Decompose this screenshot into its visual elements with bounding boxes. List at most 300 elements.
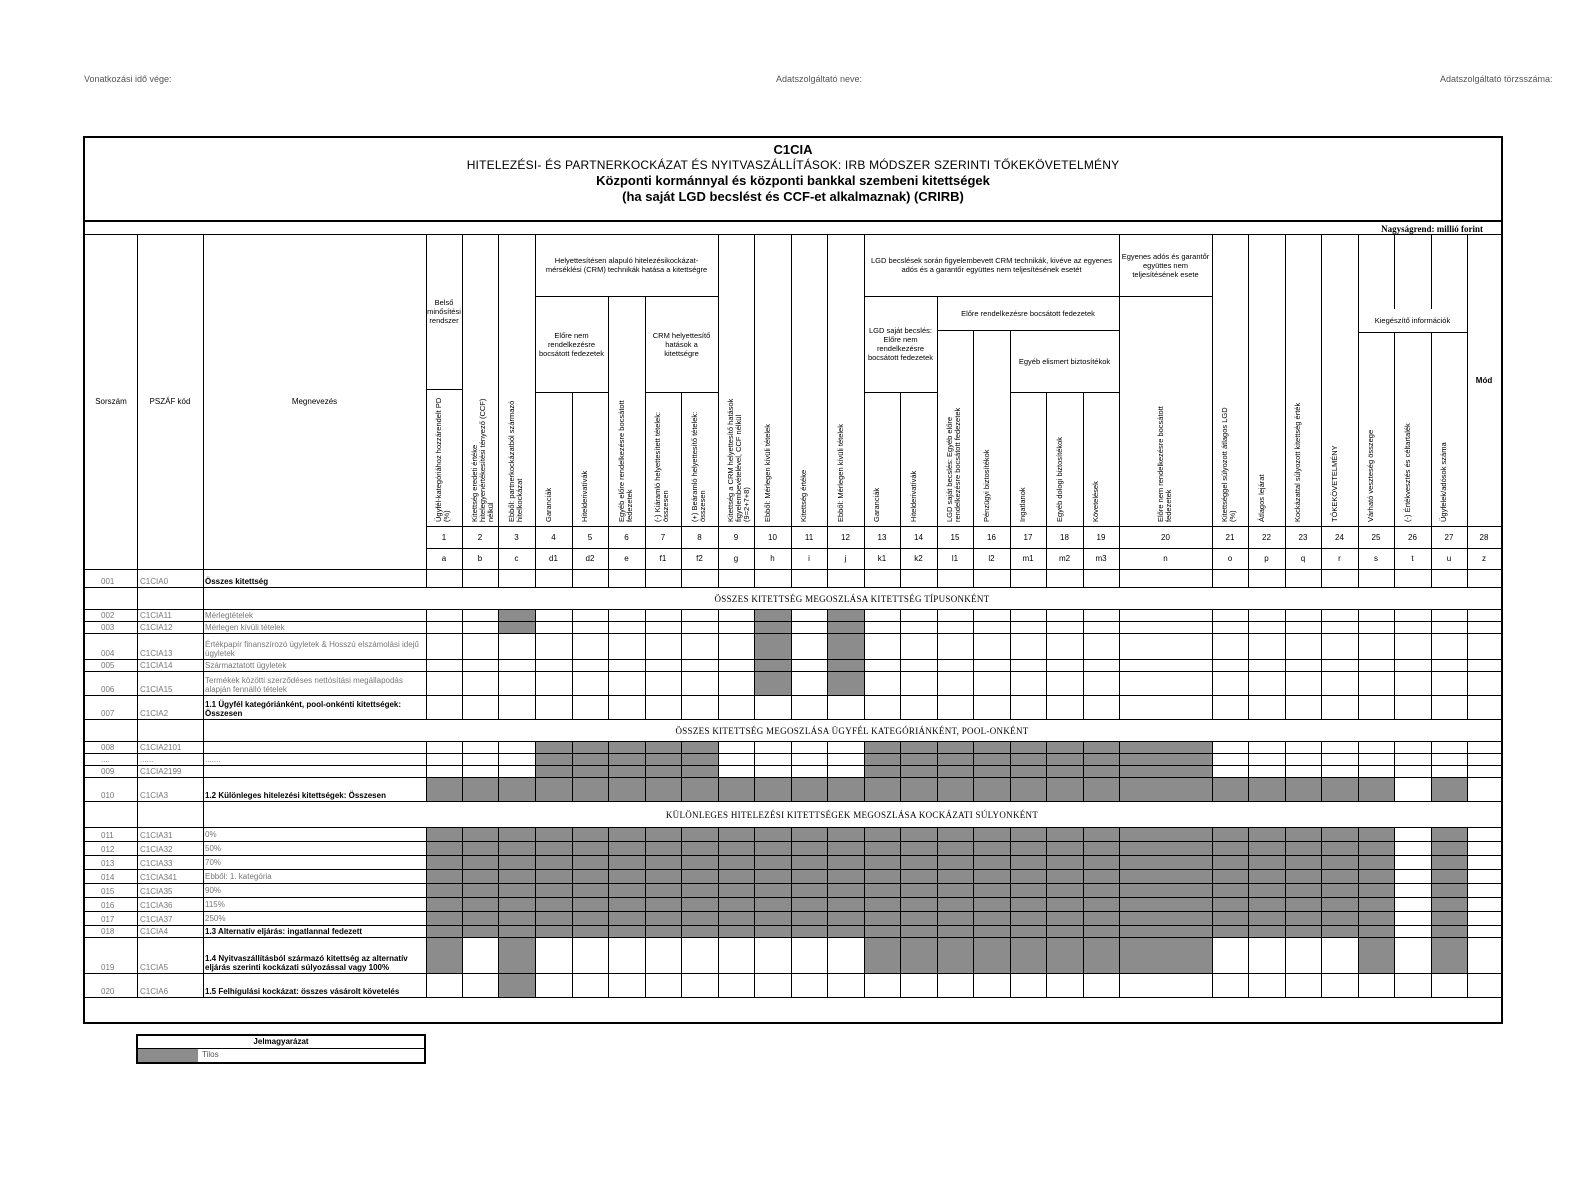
grid-line [608,741,609,753]
grid-line [754,609,755,621]
grid-line [791,911,792,925]
grid-line [498,765,499,777]
forbidden-cell [1213,870,1248,883]
grid-line [1212,609,1213,621]
grid-line [1212,234,1213,569]
grid-line [937,855,938,869]
forbidden-cell [1047,742,1083,753]
grid-line [718,569,719,587]
grid-line [1431,841,1432,855]
grid-line [1083,609,1084,621]
forbidden-cell [1286,898,1321,911]
forbidden-cell [609,754,645,765]
grid-line [864,741,865,753]
grid-line [645,897,646,911]
forbidden-cell [609,742,645,753]
grid-line [426,869,427,883]
forbidden-cell [1084,884,1119,897]
column-number: 7 [660,532,666,542]
forbidden-cell [719,870,754,883]
grid-line [864,621,865,633]
grid-line [754,827,755,841]
grid-line [681,741,682,753]
forbidden-cell [792,898,827,911]
grid-line [608,897,609,911]
forbidden-cell [1286,912,1321,925]
forbidden-cell [1084,870,1119,883]
grid-line [572,569,573,587]
grid-line [1046,633,1047,659]
row-number: 010 [101,791,115,800]
forbidden-cell [938,912,973,925]
grid-line [900,855,901,869]
forbidden-cell [427,828,462,841]
grid-line [1212,753,1213,765]
forbidden-cell [1011,926,1046,937]
forbidden-cell [536,912,572,925]
grid-line [1083,633,1084,659]
grid-line [827,869,828,883]
forbidden-cell [865,938,900,973]
grid-line [203,671,204,695]
grid-line [791,883,792,897]
grid-line [1467,777,1468,801]
forbidden-cell [682,778,718,801]
row-number: 007 [101,709,115,718]
forbidden-cell [1322,926,1358,937]
grid-line [1212,621,1213,633]
forbidden-cell [1047,766,1083,777]
forbidden-cell [1047,884,1083,897]
column-letter: k1 [877,554,887,563]
forbidden-cell [1359,926,1394,937]
grid-line [426,973,427,997]
grid-line [900,911,901,925]
forbidden-cell [1322,870,1358,883]
grid-line [1285,827,1286,841]
row-name: 1.1 Ügyfél kategóriánként, pool-onkénti kitettségek: Összesen [205,700,402,718]
grid-line [754,911,755,925]
column-letter: l2 [988,554,995,563]
grid-line [608,753,609,765]
grid-line [1358,925,1359,937]
grid-line [1248,234,1249,569]
grid-line [1010,609,1011,621]
grid-line [1010,569,1011,587]
grid-line [572,827,573,841]
grid-line [137,827,138,841]
grid-line [681,925,682,937]
forbidden-cell [938,898,973,911]
grid-line [973,609,974,621]
forbidden-cell [828,634,864,659]
grid-line [1248,897,1249,911]
row-number: 009 [101,767,115,776]
grid-line [1046,827,1047,841]
grid-line [426,609,427,621]
grid-line [1358,695,1359,719]
grid-line [535,621,536,633]
grid-line [1394,609,1395,621]
grid-line [1248,621,1249,633]
grid-line [864,671,865,695]
forbidden-cell [1084,766,1119,777]
forbidden-cell [755,912,791,925]
forbidden-cell [828,622,864,633]
forbidden-cell [1213,828,1248,841]
forbidden-cell [1011,766,1046,777]
forbidden-cell [1213,926,1248,937]
grid-line [1431,621,1432,633]
grid-line [426,841,427,855]
grid-line [1010,937,1011,973]
legend-box [136,1034,426,1064]
row-number: 017 [101,915,115,924]
grid-line [718,695,719,719]
forbidden-cell [536,884,572,897]
forbidden-cell [1011,870,1046,883]
forbidden-cell [901,828,937,841]
grid-line [1358,897,1359,911]
row-number: 003 [101,623,115,632]
forbidden-cell [865,870,900,883]
grid-line [1046,569,1047,587]
grid-line [1394,234,1395,569]
grid-line [900,609,901,621]
grid-line [1119,925,1120,937]
forbidden-cell [646,754,681,765]
grid-line [937,911,938,925]
forbidden-cell [1120,926,1212,937]
forbidden-cell [901,938,937,973]
row-number: 004 [101,649,115,658]
grid-line [1083,569,1084,587]
forbidden-cell [974,938,1010,973]
grid-line [608,883,609,897]
forbidden-cell [828,842,864,855]
grid-line [1394,925,1395,937]
grid-line [827,609,828,621]
forbidden-cell [974,828,1010,841]
grid-line [462,695,463,719]
grid-line [1467,765,1468,777]
grid-line [973,897,974,911]
grid-line [137,897,138,911]
grid-line [137,719,138,741]
forbidden-cell [1213,912,1248,925]
grid-line [864,753,865,765]
column-number: 12 [841,532,850,542]
forbidden-cell [755,842,791,855]
grid-line [1248,777,1249,801]
grid-line [1212,633,1213,659]
column-header-label: Kitettség értéke [799,469,808,522]
grid-line [1083,937,1084,973]
forbidden-cell [974,742,1010,753]
grid-line [1431,855,1432,869]
row-number: 015 [101,887,115,896]
grid-line [1248,883,1249,897]
grid-line [498,869,499,883]
grid-line [1394,633,1395,659]
grid-line [718,911,719,925]
grid-line [937,883,938,897]
group-elore-rend: Előre rendelkezésre bocsátott fedezetek [961,308,1095,318]
column-number: 21 [1225,532,1235,542]
column-number: 11 [804,532,814,542]
grid-line [1248,973,1249,997]
grid-line [754,741,755,753]
row-code: C1CIA13 [140,649,173,658]
sorszam-header: Sorszám [95,397,127,406]
grid-line [1119,973,1120,997]
grid-line [462,609,463,621]
grid-line [645,741,646,753]
forbidden-cell [865,828,900,841]
grid-line [900,633,901,659]
forbidden-cell [865,842,900,855]
grid-line [1010,633,1011,659]
grid-line [1321,855,1322,869]
grid-line [572,869,573,883]
grid-line [864,777,865,801]
grid-line [1046,883,1047,897]
grid-line [1394,777,1395,801]
grid-line [462,569,463,587]
grid-line [462,973,463,997]
grid-line [1431,897,1432,911]
grid-line [1431,695,1432,719]
column-number: 2 [477,532,483,542]
grid-line [1285,841,1286,855]
grid-line [973,659,974,671]
grid-line [900,827,901,841]
form-title-line2: Központi kormánnyal és központi bankkal szembeni kitettségek [596,173,990,188]
grid-line [203,777,204,801]
forbidden-cell [974,926,1010,937]
grid-line [1285,925,1286,937]
grid-line [137,973,138,997]
grid-line [754,765,755,777]
forbidden-cell [1120,742,1212,753]
grid-line [608,609,609,621]
grid-line [900,569,901,587]
grid-line [1119,621,1120,633]
grid-line [973,633,974,659]
grid-line [426,827,427,841]
grid-line [1083,827,1084,841]
grid-line [426,777,427,801]
grid-line [498,937,499,973]
grid-line [426,897,427,911]
grid-line [1358,753,1359,765]
forbidden-cell [828,856,864,869]
grid-line [645,633,646,659]
grid-line [973,765,974,777]
grid-line [754,777,755,801]
grid-line [900,883,901,897]
forbidden-cell [755,660,791,671]
grid-line [498,633,499,659]
forbidden-cell [719,884,754,897]
row-code: C1CIA0 [140,577,169,586]
grid-line [1394,621,1395,633]
forbidden-cell [1322,884,1358,897]
grid-line [85,719,1501,720]
column-letter: k2 [914,554,923,563]
row-code: C1CIA12 [140,623,173,632]
forbidden-cell [1047,898,1083,911]
grid-line [1046,897,1047,911]
grid-line [937,827,938,841]
forbidden-cell [1213,842,1248,855]
forbidden-cell [499,912,535,925]
grid-line [203,587,204,609]
grid-line [864,569,865,587]
grid-line [426,925,427,937]
forbidden-cell [755,778,791,801]
forbidden-cell [719,898,754,911]
forbidden-cell [938,938,973,973]
grid-line [864,633,865,659]
forbidden-cell [682,870,718,883]
grid-line [137,569,138,587]
forbidden-cell [682,884,718,897]
forbidden-cell [755,884,791,897]
grid-line [1010,855,1011,869]
row-code: C1CIA6 [140,987,169,996]
grid-line [827,695,828,719]
forbidden-cell [901,842,937,855]
forbidden-cell [536,898,572,911]
forbidden-cell [1011,912,1046,925]
forbidden-cell [609,898,645,911]
forbidden-cell [609,926,645,937]
forbidden-cell [1432,842,1467,855]
forbidden-cell [1120,898,1212,911]
column-header-label: Ügyfelek/adósok száma [1439,442,1448,522]
grid-line [681,897,682,911]
grid-line [827,777,828,801]
grid-line [137,621,138,633]
column-number: 28 [1479,532,1489,542]
grid-line [791,741,792,753]
grid-line [1083,973,1084,997]
forbidden-cell [1213,884,1248,897]
column-number: 18 [1060,532,1069,542]
grid-line [645,569,646,587]
grid-line [681,765,682,777]
grid-line [973,671,974,695]
grid-line [791,869,792,883]
grid-line [462,753,463,765]
row-name: 90% [205,885,222,895]
row-number: 013 [101,859,115,868]
forbidden-cell [609,856,645,869]
forbidden-cell [682,842,718,855]
grid-line [1358,671,1359,695]
grid-line [937,777,938,801]
column-letter: u [1446,554,1452,563]
grid-line [535,841,536,855]
grid-line [1046,621,1047,633]
forbidden-cell [1011,754,1046,765]
grid-line [973,841,974,855]
forbidden-cell [499,884,535,897]
forbidden-cell [463,778,498,801]
grid-line [900,841,901,855]
grid-line [864,973,865,997]
grid-line [535,609,536,621]
column-letter: e [624,554,629,563]
forbidden-cell [1359,912,1394,925]
grid-line [645,392,718,393]
grid-line [498,671,499,695]
column-header-label: Előre nem rendelkezésre bocsátott fedezetek [1155,406,1173,522]
grid-line [572,937,573,973]
forbidden-cell [536,778,572,801]
grid-line [498,777,499,801]
forbidden-cell [463,842,498,855]
grid-line [1321,925,1322,937]
grid-line [718,671,719,695]
grid-line [203,741,204,753]
grid-line [1321,659,1322,671]
grid-line [1248,609,1249,621]
legend-item-label: Tilos [202,1050,219,1059]
forbidden-cell [1432,926,1467,937]
grid-line [426,621,427,633]
grid-line [1431,777,1432,801]
grid-line [1431,925,1432,937]
grid-line [900,765,901,777]
grid-line [1083,741,1084,753]
row-name: 70% [205,857,222,867]
grid-line [498,741,499,753]
forbidden-cell [1011,778,1046,801]
grid-line [1358,937,1359,973]
grid-line [718,973,719,997]
grid-line [791,937,792,973]
grid-line [827,841,828,855]
grid-line [1467,869,1468,883]
column-letter: o [1227,554,1233,563]
grid-line [1467,741,1468,753]
forbidden-cell [609,870,645,883]
grid-line [203,659,204,671]
title-block [85,138,1501,222]
grid-line [827,925,828,937]
grid-line [827,973,828,997]
grid-line [535,659,536,671]
column-number: 6 [624,532,629,542]
grid-line [85,587,1501,588]
grid-line [535,827,536,841]
forbidden-cell [682,926,718,937]
grid-line [1431,883,1432,897]
column-header-label: (-) Értékvesztés és céltartalék [1402,423,1412,522]
forbidden-cell [792,912,827,925]
grid-line [791,765,792,777]
grid-line [608,827,609,841]
forbidden-cell [646,842,681,855]
grid-line [827,765,828,777]
grid-line [572,777,573,801]
grid-line [1285,883,1286,897]
grid-line [462,869,463,883]
grid-line [973,753,974,765]
grid-line [1467,753,1468,765]
